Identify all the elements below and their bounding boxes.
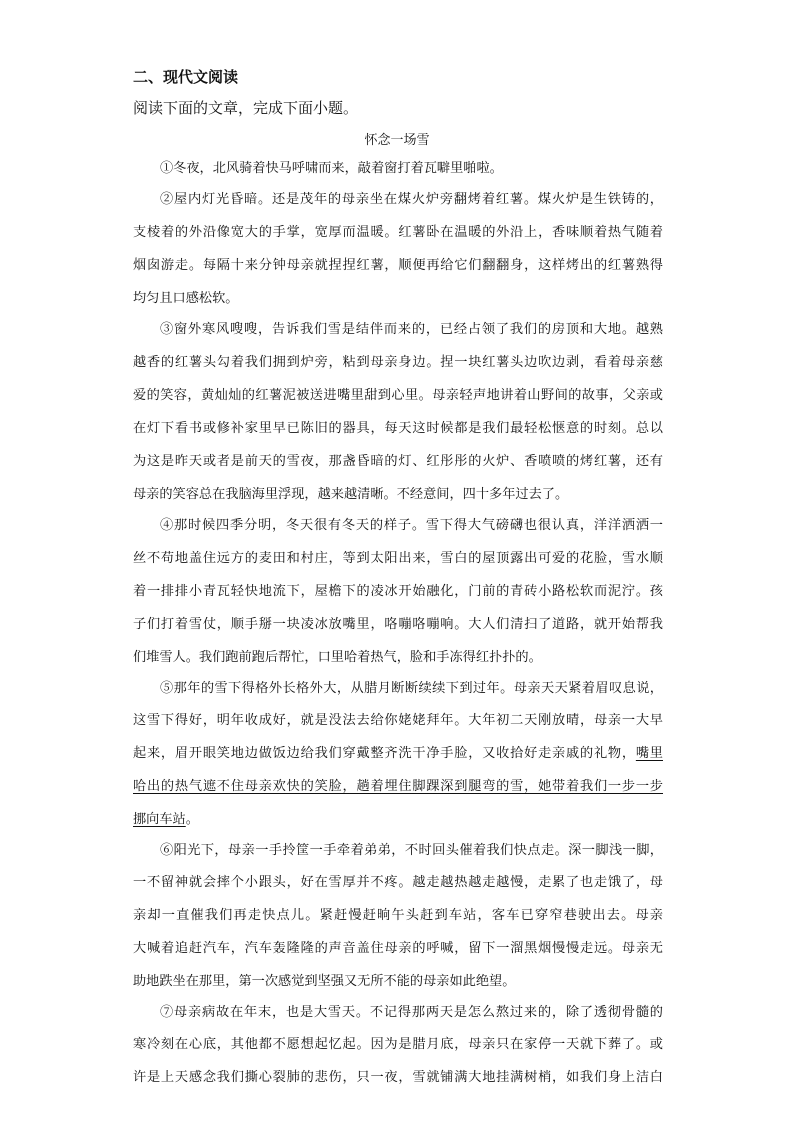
paragraph-line [160, 1001, 663, 1020]
paragraph-line [160, 188, 663, 207]
line-text: 起来，眉开眼笑地边做饭边给我们穿戴整齐洗干净手脸，又收拾好走亲戚的礼物， [133, 746, 636, 761]
paragraph-line [133, 254, 663, 273]
underlined-text: 嘴里 [635, 746, 663, 761]
line-text: 为这是昨天或者是前天的雪夜，那盏昏暗的灯、红彤彤的火炉、香喷喷的烤红薯，还有 [133, 454, 663, 469]
line-text: 亲却一直催我们再走快点儿。紧赶慢赶晌午头赶到车站，客车已穿窄巷驶出去。母亲 [133, 908, 663, 923]
line-text: 着一排排小青瓦轻快地流下，屋檐下的凌冰开始融化，门前的青砖小路松软而泥泞。孩 [133, 584, 663, 599]
line-text: 一不留神就会摔个小跟头，好在雪厚并不疼。越走越热越走越慢，走累了也走饿了，母 [133, 875, 663, 890]
underlined-text: 哈出的热气遮不住母亲欢快的笑脸，趟着埋住脚踝深到腿弯的雪，她带着我们一步一步 [133, 779, 663, 794]
paragraph-line [133, 709, 663, 728]
underlined-text: 挪向车站 [133, 812, 186, 827]
line-text: 子们打着雪仗，顺手掰一块凌冰放嘴里，咯嘣咯嘣响。大人们清扫了道路，就开始帮我 [133, 617, 663, 632]
paragraph-line [133, 417, 663, 436]
line-text: 母亲的笑容总在我脑海里浮现，越来越清晰。不经意间，四十多年过去了。 [133, 487, 569, 502]
paragraph-line [133, 775, 663, 794]
paragraph-line [133, 1066, 663, 1085]
paragraph-line [133, 904, 663, 923]
paragraph-line [160, 514, 663, 533]
paragraph-line [133, 937, 663, 956]
line-text: 烟囱游走。每隔十来分钟母亲就捏捏红薯，顺便再给它们翻翻身，这样烤出的红薯熟得 [133, 258, 663, 273]
paragraph-line [133, 613, 663, 632]
line-text: 支棱着的外沿像宽大的手掌，宽厚而温暖。红薯卧在温暖的外沿上，香味顺着热气随着 [133, 225, 663, 240]
line-text: 大喊着追赶汽车，汽车轰隆隆的声音盖住母亲的呼喊，留下一溜黑烟慢慢走远。母亲无 [133, 941, 663, 956]
line-text: ⑥阳光下，母亲一手拎筐一手牵着弟弟，不时回头催着我们快点走。深一脚浅一脚， [160, 843, 663, 858]
paragraph-line [133, 221, 663, 240]
line-text: 越香的红薯头勾着我们拥到炉旁，粘到母亲身边。捏一块红薯头边吹边剥，看着母亲慈 [133, 355, 663, 370]
paragraph-line [133, 808, 663, 827]
line-text: ③窗外寒风嗖嗖，告诉我们雪是结伴而来的，已经占领了我们的房顶和大地。越熟 [160, 322, 663, 337]
paragraph-line [133, 384, 663, 403]
paragraph-line [133, 646, 663, 665]
paragraph-line [133, 742, 663, 761]
section-title: 二、现代文阅读 [133, 68, 239, 86]
line-text: 们堆雪人。我们跑前跑后帮忙，口里哈着热气，脸和手冻得红扑扑的。 [133, 650, 542, 665]
line-text: 在灯下看书或修补家里早已陈旧的器具，每天这时候都是我们最轻松惬意的时刻。总以 [133, 421, 663, 436]
paragraph-line [133, 547, 663, 566]
line-text: 这雪下得好，明年收成好，就是没法去给你姥姥拜年。大年初二天刚放晴，母亲一大早 [133, 713, 663, 728]
line-text: ①冬夜，北风骑着快马呼啸而来，敲着窗打着瓦噼里啪啦。 [160, 161, 503, 176]
paragraph-line [133, 970, 663, 989]
line-text: ⑦母亲病故在年末，也是大雪天。不记得那两天是怎么熬过来的，除了透彻骨髓的 [160, 1005, 663, 1020]
paragraph-line [133, 351, 663, 370]
paragraph-line [160, 157, 663, 176]
line-text: 寒冷刻在心底，其他都不愿想起忆起。因为是腊月底，母亲只在家停一天就下葬了。或 [133, 1037, 663, 1052]
line-text: 许是上天感念我们撕心裂肺的悲伤，只一夜，雪就铺满大地挂满树梢，如我们身上洁白 [133, 1070, 663, 1085]
line-text: 助地跌坐在那里，第一次感觉到坚强又无所不能的母亲如此绝望。 [133, 974, 516, 989]
paragraph-line [133, 287, 663, 306]
line-text: 均匀且口感松软。 [133, 291, 239, 306]
line-text: 丝不苟地盖住远方的麦田和村庄，等到太阳出来，雪白的屋顶露出可爱的花脸，雪水顺 [133, 551, 663, 566]
paragraph-line [133, 580, 663, 599]
paragraph-line [133, 871, 663, 890]
paragraph-line [160, 839, 663, 858]
paragraph-line [133, 1033, 663, 1052]
paragraph-line [160, 677, 663, 696]
instruction-text: 阅读下面的文章，完成下面小题。 [133, 99, 359, 117]
line-text: ②屋内灯光昏暗。还是茂年的母亲坐在煤火炉旁翻烤着红薯。煤火炉是生铁铸的， [160, 192, 663, 207]
article-title: 怀念一场雪 [364, 133, 430, 148]
paragraph-line [160, 318, 663, 337]
line-text: ④那时候四季分明，冬天很有冬天的样子。雪下得大气磅礴也很认真，洋洋洒洒一 [160, 518, 663, 533]
paragraph-line [133, 483, 663, 502]
paragraph-line [133, 450, 663, 469]
line-text: 。 [185, 812, 199, 827]
line-text: ⑤那年的雪下得格外长格外大，从腊月断断续续下到过年。母亲天天紧着眉叹息说， [160, 681, 663, 696]
line-text: 爱的笑容，黄灿灿的红薯泥被送进嘴里甜到心里。母亲轻声地讲着山野间的故事，父亲或 [133, 388, 663, 403]
